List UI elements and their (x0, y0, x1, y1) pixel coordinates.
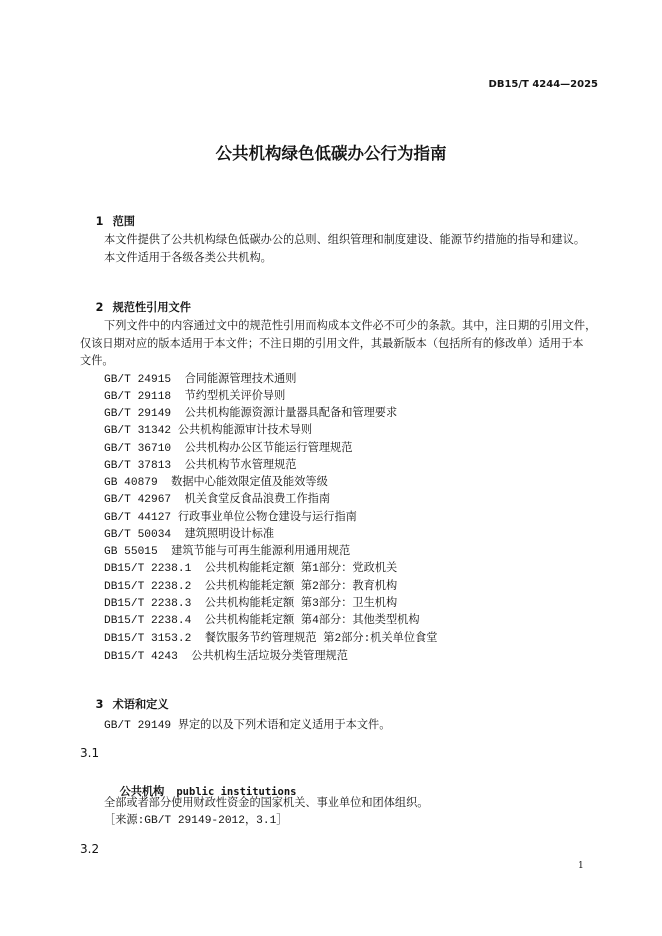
reference-item: GB/T 29118 节约型机关评价导则 (104, 391, 286, 403)
section-1-paragraph: 本文件提供了公共机构绿色低碳办公的总则、组织管理和制度建设、能源节约措施的指导和建议。 (104, 235, 586, 247)
section-3-intro: GB/T 29149 界定的以及下列术语和定义适用于本文件。 (104, 720, 391, 732)
reference-item: GB/T 37813 公共机构节水管理规范 (104, 460, 297, 472)
reference-item: DB15/T 2238.2 公共机构能耗定额 第2部分：教育机构 (104, 581, 398, 593)
reference-item: DB15/T 2238.4 公共机构能耗定额 第4部分：其他类型机构 (104, 615, 420, 627)
reference-item: GB 40879 数据中心能效限定值及能效等级 (104, 477, 328, 489)
document-code: DB15/T 4244—2025 (488, 79, 598, 90)
reference-item: GB/T 36710 公共机构办公区节能运行管理规范 (104, 443, 353, 455)
reference-item: GB/T 50034 建筑照明设计标准 (104, 529, 275, 541)
reference-item: GB/T 31342 公共机构能源审计技术导则 (104, 425, 313, 437)
section-2-intro-line: 文件。 (80, 356, 114, 368)
section-2-title: 规范性引用文件 (112, 301, 191, 314)
section-1-title: 范围 (112, 215, 135, 228)
reference-item: DB15/T 2238.1 公共机构能耗定额 第1部分：党政机关 (104, 563, 398, 575)
term-english: public institutions (176, 786, 297, 798)
reference-item: GB/T 44127 行政事业单位公物仓建设与运行指南 (104, 512, 357, 524)
section-1-paragraph: 本文件适用于各级各类公共机构。 (104, 253, 272, 265)
term-chinese: 公共机构 (119, 785, 165, 798)
reference-item: GB/T 29149 公共机构能源资源计量器具配备和管理要求 (104, 408, 398, 420)
term-source: ［来源:GB/T 29149-2012，3.1］ (104, 815, 288, 827)
section-3-number: 3 (95, 698, 104, 711)
page-number: 1 (578, 861, 584, 871)
reference-item: DB15/T 2238.3 公共机构能耗定额 第3部分：卫生机构 (104, 598, 398, 610)
reference-item: DB15/T 4243 公共机构生活垃圾分类管理规范 (104, 651, 348, 663)
section-3-title: 术语和定义 (112, 698, 169, 711)
document-title: 公共机构绿色低碳办公行为指南 (215, 144, 447, 163)
reference-item: GB/T 24915 合同能源管理技术通则 (104, 374, 297, 386)
reference-item: GB/T 42967 机关食堂反食品浪费工作指南 (104, 494, 331, 506)
term-definition: 全部或者部分使用财政性资金的国家机关、事业单位和团体组织。 (104, 798, 429, 810)
section-2-intro-line: 仅该日期对应的版本适用于本文件；不注日期的引用文件，其最新版本（包括所有的修改单）适用于本 (80, 339, 584, 351)
section-2-number: 2 (95, 301, 104, 314)
term-number: 3.1 (80, 746, 100, 760)
reference-item: GB 55015 建筑节能与可再生能源利用通用规范 (104, 546, 351, 558)
term-number: 3.2 (80, 842, 100, 856)
reference-item: DB15/T 3153.2 餐饮服务节约管理规范 第2部分:机关单位食堂 (104, 633, 438, 645)
section-2-intro-line: 下列文件中的内容通过文中的规范性引用而构成本文件必不可少的条款。其中，注日期的引用文件， (104, 321, 597, 333)
section-1-number: 1 (95, 215, 104, 228)
